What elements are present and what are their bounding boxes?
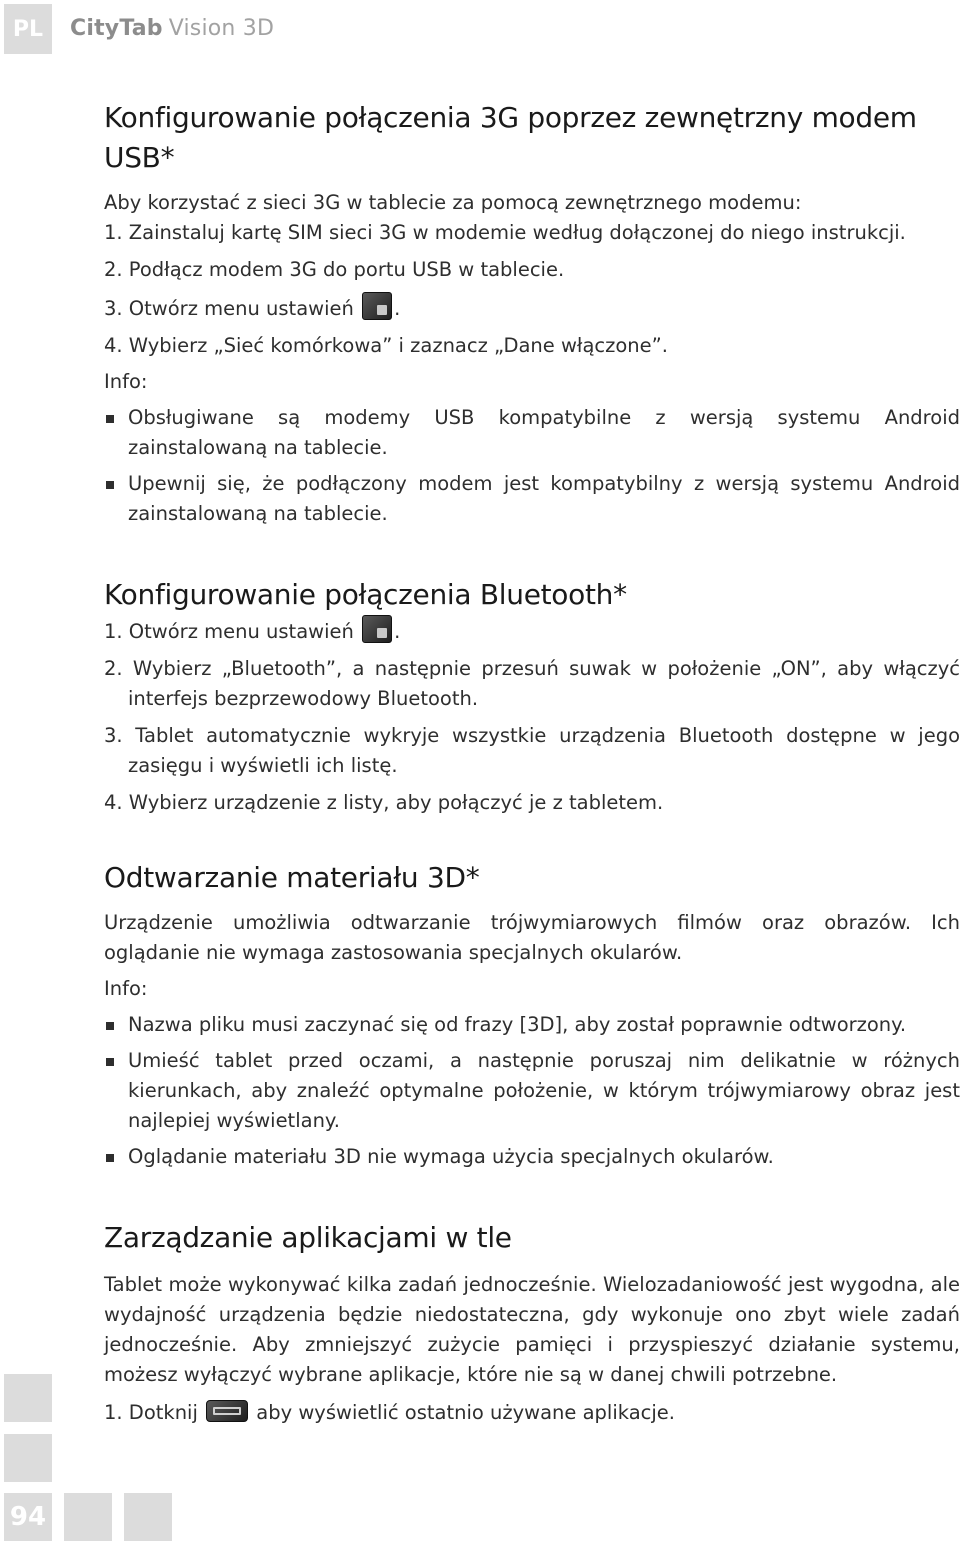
usb-bullet-2-text: Upewnij się, że podłączony modem jest kompatybilny z wersją systemu Android zainstalowaną na tablecie. [128,472,960,525]
usb-steps [104,218,960,361]
section-title-3d-playback: Odtwarzanie materiału 3D* [104,861,480,894]
playback-lead: Urządzenie umożliwia odtwarzanie trójwymiarowych filmów oraz obrazów. Ich oglądanie nie wymaga zastosowania specjalnych okularów. [104,911,960,964]
usb-step-3-text: 3. Otwórz menu ustawień [104,297,354,320]
section-title-bluetooth: Konfigurowanie połączenia Bluetooth* [104,578,627,611]
usb-bullet-1-text: Obsługiwane są modemy USB kompatybilne z wersją systemu Android zainstalowaną na tablecie. [128,406,960,459]
background-apps-lead: Tablet może wykonywać kilka zadań jednocześnie. Wielozadaniowość jest wygodna, ale wydajność urządzenia będzie niedostateczna, gdy wykonuje ono zbyt wiele zadań jednocześnie. Aby zmniejszyć zużycie pamięci i przyspieszyć działanie systemu, możesz wyłączyć wybrane aplikacje, które nie są w danej chwili potrzebne. [104,1273,960,1386]
section-title-background-apps: Zarządzanie aplikacjami w tle [104,1221,512,1254]
bullet-square-icon [106,1058,114,1066]
bluetooth-step-2: 2. Wybierz „Bluetooth”, a następnie przesuń suwak w położenie „ON”, aby włączyć interfejs bezprzewodowy Bluetooth. [104,657,960,710]
playback-bullet-1-text: Nazwa pliku musi zaczynać się od frazy [3D], aby został poprawnie odtworzony. [128,1013,907,1036]
playback-bullet-3 [104,1142,960,1172]
usb-step-3 [104,292,960,324]
page-number: 94 [4,1493,52,1541]
background-apps-step-1-end: aby wyświetlić ostatnio używane aplikacje. [256,1401,675,1424]
language-badge: PL [4,4,52,54]
brand-name: CityTab [70,16,163,41]
usb-bullet-2 [104,469,960,529]
background-apps-step-1 [104,1398,960,1428]
settings-icon [362,615,392,643]
background-apps-step-1-text: 1. Dotknij [104,1401,198,1424]
page-header [0,0,960,62]
bullet-square-icon [106,415,114,423]
bullet-square-icon [106,481,114,489]
bullet-square-icon [106,1154,114,1162]
playback-bullet-1 [104,1010,960,1040]
playback-bullet-3-text: Oglądanie materiału 3D nie wymaga użycia specjalnych okularów. [128,1145,774,1168]
decorative-square [64,1493,112,1541]
decorative-square [124,1493,172,1541]
bullet-square-icon [106,1022,114,1030]
usb-step-3-end: . [394,297,401,320]
section-title-usb-modem: Konfigurowanie połączenia 3G poprzez zewnętrzny modem USB* [104,101,917,174]
usb-step-1: 1. Zainstaluj kartę SIM sieci 3G w modemie według dołączonej do niego instrukcji. [104,221,906,244]
product-title [70,16,274,41]
settings-icon [362,292,392,320]
playback-bullet-2-text: Umieść tablet przed oczami, a następnie poruszaj nim delikatnie w różnych kierunkach, aby znaleźć optymalne położenie, w którym trójwymiarowy obraz jest najlepiej wyświetlany. [128,1049,960,1132]
recent-apps-icon [206,1400,248,1422]
usb-step-2: 2. Podłącz modem 3G do portu USB w tablecie. [104,258,565,281]
bluetooth-steps [104,615,960,818]
decorative-square [4,1374,52,1422]
bluetooth-step-1-text: 1. Otwórz menu ustawień [104,620,354,643]
decorative-square [4,1434,52,1482]
model-name: Vision 3D [168,16,275,41]
usb-lead: Aby korzystać z sieci 3G w tablecie za pomocą zewnętrznego modemu: [104,191,802,214]
playback-info-label: Info: [104,977,148,1000]
usb-bullet-1 [104,403,960,463]
bluetooth-step-1-end: . [394,620,401,643]
bluetooth-step-4: 4. Wybierz urządzenie z listy, aby połączyć je z tabletem. [104,791,664,814]
page-content [104,98,960,1428]
usb-info-label: Info: [104,370,148,393]
playback-bullet-2 [104,1046,960,1136]
usb-step-4: 4. Wybierz „Sieć komórkowa” i zaznacz „Dane włączone”. [104,334,668,357]
bluetooth-step-1 [104,615,960,647]
bluetooth-step-3: 3. Tablet automatycznie wykryje wszystkie urządzenia Bluetooth dostępne w jego zasięgu i wyświetli ich listę. [104,724,960,777]
